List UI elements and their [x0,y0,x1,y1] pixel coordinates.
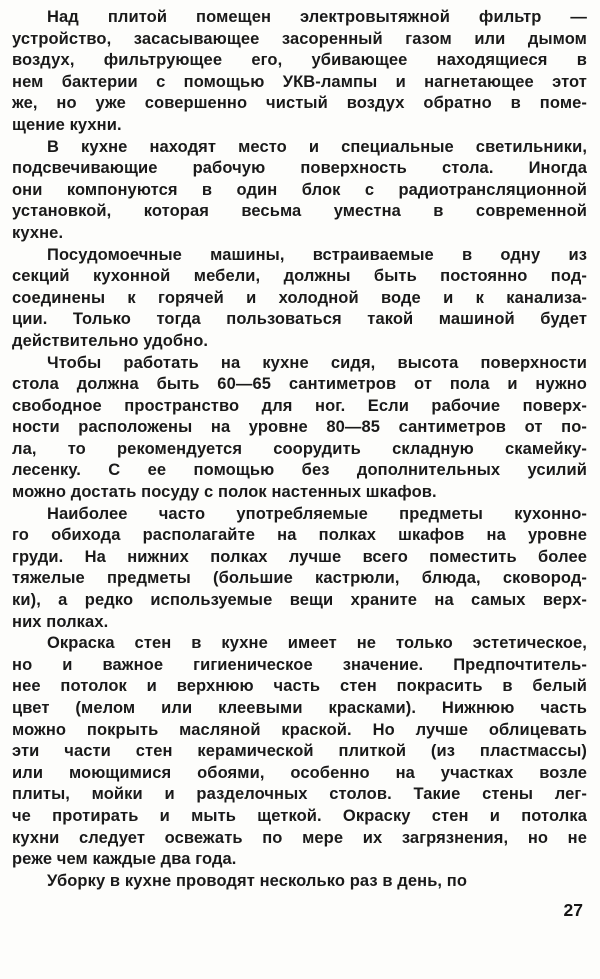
text-line: нем бактерии с помощью УКВ-лампы и нагнетающее этот [12,72,587,91]
text-line: Окраска стен в кухне имеет не только эстетическое, [47,634,587,653]
text-line: свободное пространство для ног. Если рабочие поверх- [12,396,587,415]
text-line: подсвечивающие рабочую поверхность стола. Иногда [12,159,587,178]
text-line: секций кухонной мебели, должны быть постоянно под- [12,267,587,286]
body-text [12,7,587,892]
text-line: Над плитой помещен электровытяжной фильтр — [47,8,587,26]
text-line: щение кухни. [12,115,122,134]
text-line: лесенку. С ее помощью без дополнительных усилий [12,461,587,480]
text-line: можно покрыть масляной краской. Но лучше облицевать [12,720,587,739]
paragraph [12,871,587,893]
text-line: реже чем каждые два года. [12,850,237,869]
text-line: Уборку в кухне проводят несколько раз в день, по [47,871,468,890]
text-line: В кухне находят место и специальные светильники, [47,137,587,156]
paragraph [12,504,587,634]
text-line: соединены к горячей и холодной воде и к канализа- [12,288,587,307]
text-line: кухне. [12,223,64,242]
text-line: ности расположены на уровне 80—85 сантиметров от по- [12,418,587,437]
text-line: плиты, мойки и разделочных столов. Такие стены лег- [12,785,587,804]
text-line: же, но уже совершенно чистый воздух обратно в поме- [12,94,587,113]
text-line: кухни следует освежать по мере их загрязнения, но не [12,828,587,847]
text-line: воздух, фильтрующее его, убивающее находящиеся в [12,51,587,70]
paragraph [12,245,587,353]
text-line: тяжелые предметы (большие кастрюли, блюда, сковород- [12,569,587,588]
text-line: ки), а редко используемые вещи храните на самых верх- [12,591,587,610]
text-line: или моющимися обоями, особенно на участках возле [12,763,587,782]
text-line: эти части стен керамической плиткой (из пластмассы) [12,742,587,761]
text-line: действительно удобно. [12,331,209,350]
text-line: Наиболее часто употребляемые предметы кухонно- [47,504,587,523]
paragraph [12,353,587,504]
paragraph [12,137,587,245]
text-line: можно достать посуду с полок настенных шкафов. [12,483,437,502]
text-line: установкой, которая весьма уместна в современной [12,202,587,221]
text-line: груди. На нижних полках лучше всего поместить более [12,547,587,566]
paragraph [12,633,587,871]
text-line: они компонуются в один блок с радиотрансляционной [12,180,587,199]
text-line: ции. Только тогда пользоваться такой машиной будет [12,310,587,329]
text-line: стола должна быть 60—65 сантиметров от пола и нужно [12,375,587,394]
text-line: устройство, засасывающее засоренный газом или дымом [12,29,587,48]
page-number: 27 [563,900,583,920]
text-line: нее потолок и верхнюю часть стен покрасить в белый [12,677,587,696]
text-line: них полках. [12,612,109,631]
text-line: Посудомоечные машины, встраиваемые в одну из [47,245,587,264]
paragraph [12,7,587,137]
text-line: но и важное гигиеническое значение. Предпочтитель- [12,655,587,674]
text-line: ла, то рекомендуется соорудить складную скамейку- [12,439,587,458]
text-line: че протирать и мыть щеткой. Окраску стен и потолка [12,806,587,825]
text-line: цвет (мелом или клеевыми красками). Нижнюю часть [12,699,587,717]
text-line: го обихода располагайте на полках шкафов на уровне [12,526,587,545]
text-line: Чтобы работать на кухне сидя, высота поверхности [47,353,587,372]
